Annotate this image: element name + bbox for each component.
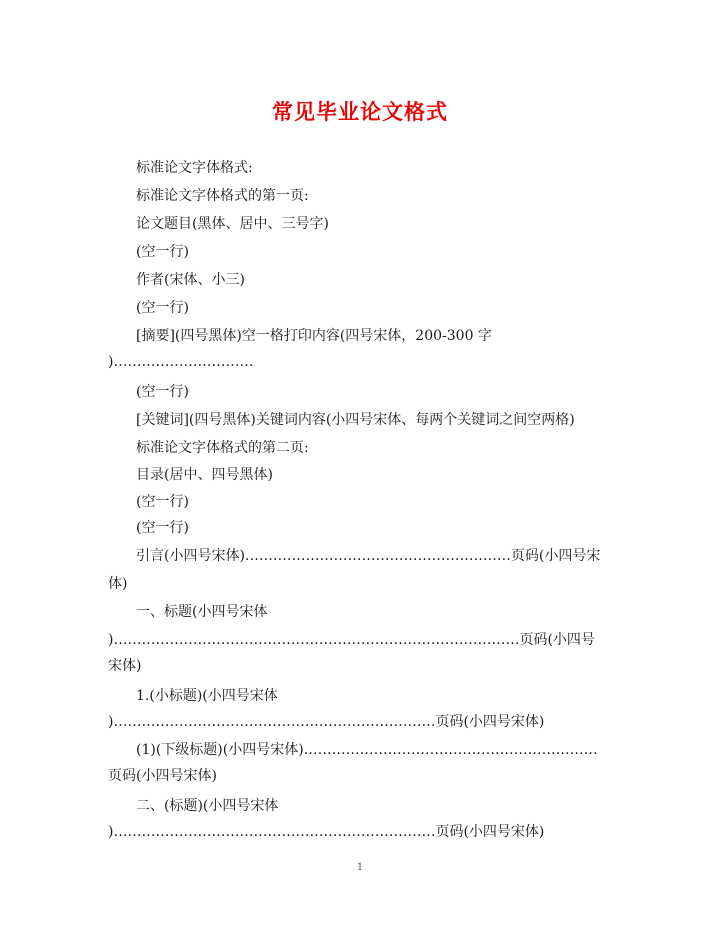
text-line: 标准论文字体格式的第一页: xyxy=(136,188,309,204)
text-line: )……………………………………………………………………………页码(小四号 xyxy=(108,632,595,648)
text-line: 论文题目(黑体、居中、三号字) xyxy=(136,216,329,232)
text-line: 1.(小标题)(小四号宋体 xyxy=(136,688,278,704)
text-line: )……………………………………………………………页码(小四号宋体) xyxy=(108,824,545,840)
text-line: 一、标题(小四号宋体 xyxy=(136,604,268,620)
text-line: (空一行) xyxy=(136,520,189,536)
text-line: 标准论文字体格式: xyxy=(136,160,253,176)
text-line: )……………………………………………………………页码(小四号宋体) xyxy=(108,714,545,730)
text-line: (空一行) xyxy=(136,244,189,260)
text-line: 页码(小四号宋体) xyxy=(108,768,217,784)
text-line: (空一行) xyxy=(136,494,189,510)
text-line: 宋体) xyxy=(108,658,142,674)
text-line: 二、(标题)(小四号宋体 xyxy=(136,798,279,814)
text-line: (1)(下级标题)(小四号宋体)……………………………………………………… xyxy=(136,742,598,758)
page-number: 1 xyxy=(356,862,364,873)
text-line: 引言(小四号宋体)…………………………………………………页码(小四号宋 xyxy=(136,548,601,564)
text-line: (空一行) xyxy=(136,300,189,316)
text-line: )………………………… xyxy=(108,354,254,370)
text-line: 作者(宋体、小三) xyxy=(136,272,245,288)
text-line: 体) xyxy=(108,576,128,592)
text-line: 目录(居中、四号黑体) xyxy=(136,467,273,483)
text-line: 标准论文字体格式的第二页: xyxy=(136,440,309,456)
document-title: 常见毕业论文格式 xyxy=(272,99,448,124)
text-line: (空一行) xyxy=(136,384,189,400)
text-line: [摘要](四号黑体)空一格打印内容(四号宋体，200-300 字 xyxy=(136,328,492,344)
text-line: [关键词](四号黑体)关键词内容(小四号宋体、每两个关键词之间空两格) xyxy=(136,412,575,428)
